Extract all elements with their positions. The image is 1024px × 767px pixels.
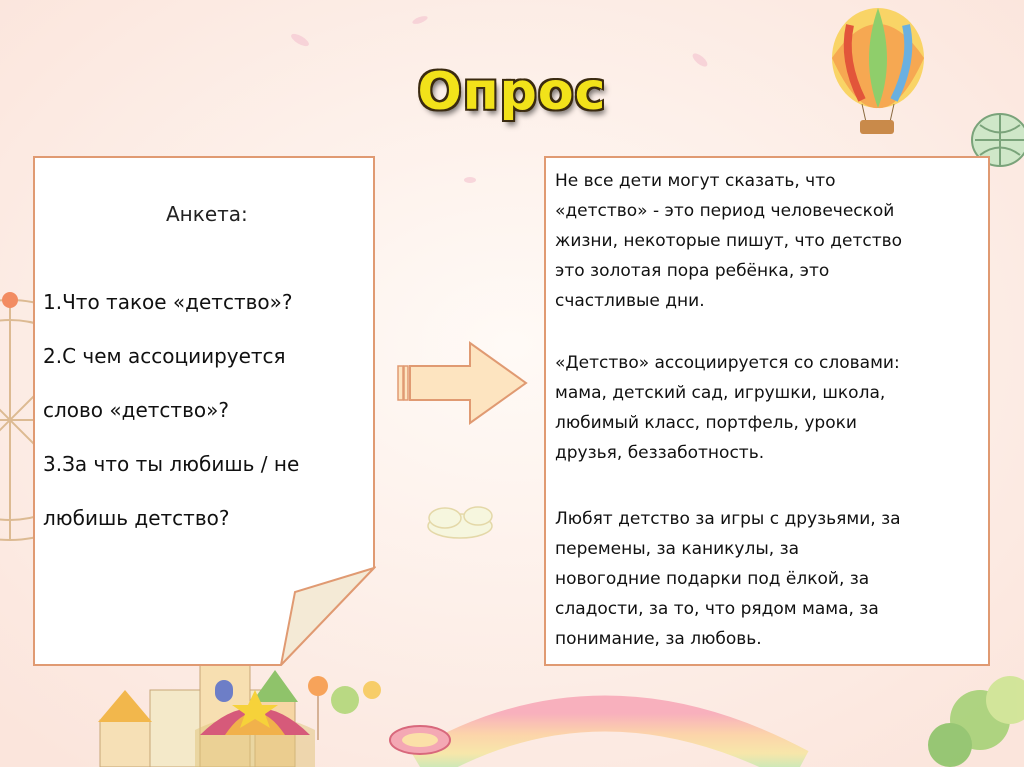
result-line: это золотая пора ребёнка, это [555,261,830,281]
result-line: друзья, беззаботность. [555,443,765,463]
question-line: любишь детство? [43,506,230,530]
result-line: жизни, некоторые пишут, что детство [555,231,903,251]
result-line: мама, детский сад, игрушки, школа, [555,383,886,403]
result-line: Любят детство за игры с друзьями, за [555,509,901,529]
question-line: слово «детство»? [43,398,229,422]
result-line: «детство» - это период человеческой [555,201,895,221]
result-line: понимание, за любовь. [555,629,762,649]
result-line: новогодние подарки под ёлкой, за [555,569,870,589]
slide-title: Опрос [417,62,607,122]
result-line: Не все дети могут сказать, что [555,171,836,191]
questionnaire-heading: Анкета: [166,202,248,226]
question-line: 3.За что ты любишь / не [43,452,300,476]
result-line: «Детство» ассоциируется со словами: [555,353,900,373]
question-line: 1.Что такое «детство»? [43,290,293,314]
result-line: счастливые дни. [555,291,705,311]
arrow-right-icon [394,340,534,426]
result-line: любимый класс, портфель, уроки [555,413,857,433]
result-line: перемены, за каникулы, за [555,539,800,559]
question-line: 2.С чем ассоциируется [43,344,286,368]
questionnaire-card [33,156,376,666]
result-line: сладости, за то, что рядом мама, за [555,599,879,619]
survey-results-card [544,156,990,666]
